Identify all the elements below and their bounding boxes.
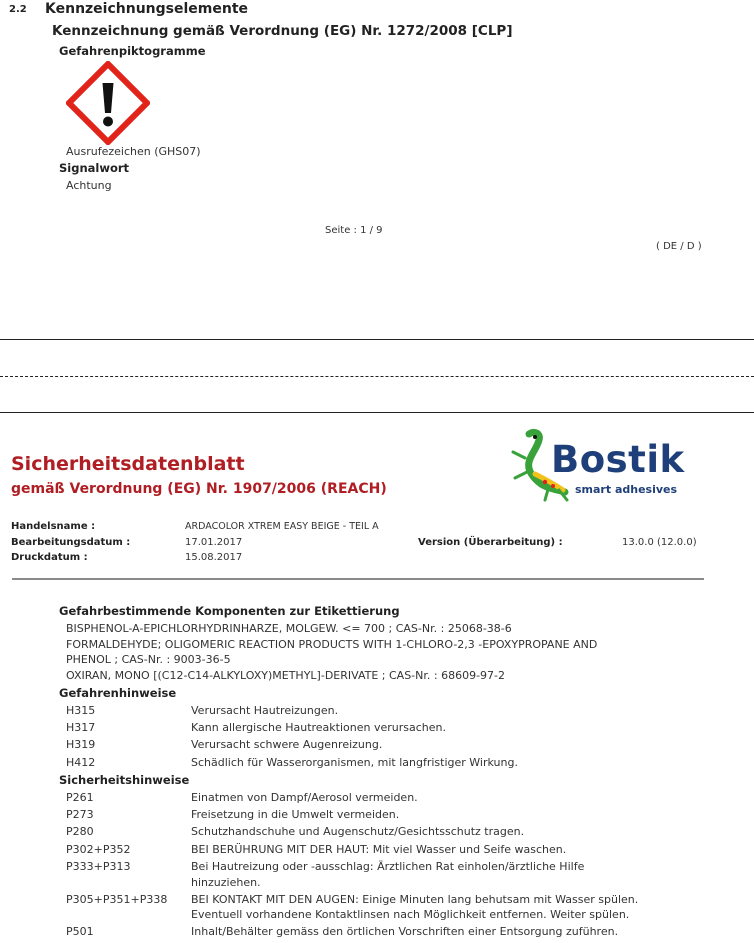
- sds-subtitle: gemäß Verordnung (EG) Nr. 1907/2006 (REACH): [11, 481, 387, 497]
- component-line: BISPHENOL-A-EPICHLORHYDRINHARZE, MOLGEW. <= 700 ; CAS-Nr. : 25068-38-6: [66, 622, 512, 635]
- logo-tagline: smart adhesives: [575, 483, 678, 496]
- logo-wordmark: Bostik: [551, 438, 685, 481]
- sds-title: Sicherheitsdatenblatt: [11, 453, 245, 475]
- locale-badge: ( DE / D ): [656, 241, 702, 252]
- precaution-code: P333+P313: [66, 860, 131, 873]
- hazard-code: H317: [66, 721, 96, 734]
- precaution-text-continued: Eventuell vorhandene Kontaktlinsen nach Möglichkeit entfernen. Weiter spülen.: [191, 908, 630, 921]
- page-break-rule-top: [0, 339, 754, 340]
- ghs07-exclamation-icon: [66, 61, 150, 145]
- hazard-code: H315: [66, 704, 96, 717]
- print-date-value: 15.08.2017: [185, 552, 243, 563]
- revision-date-label: Bearbeitungsdatum :: [11, 537, 131, 548]
- precaution-code: P305+P351+P338: [66, 893, 168, 906]
- page-break-rule-dashed: [0, 376, 754, 377]
- precaution-text: BEI BERÜHRUNG MIT DER HAUT: Mit viel Wasser und Seife waschen.: [191, 843, 567, 856]
- precaution-text: Einatmen von Dampf/Aerosol vermeiden.: [191, 791, 418, 804]
- trade-name-label: Handelsname :: [11, 521, 96, 532]
- precaution-text: Freisetzung in die Umwelt vermeiden.: [191, 808, 400, 821]
- signal-word-label: Signalwort: [59, 161, 130, 175]
- hazard-text: Kann allergische Hautreaktionen verursachen.: [191, 721, 446, 734]
- hazard-text: Verursacht schwere Augenreizung.: [191, 738, 383, 751]
- hazard-code: H412: [66, 756, 96, 769]
- header-divider: [12, 578, 704, 580]
- version-value: 13.0.0 (12.0.0): [622, 537, 697, 548]
- section-subtitle: Kennzeichnung gemäß Verordnung (EG) Nr. 1272/2008 [CLP]: [52, 23, 513, 39]
- section-title: Kennzeichnungselemente: [45, 1, 249, 17]
- precaution-text: BEI KONTAKT MIT DEN AUGEN: Einige Minuten lang behutsam mit Wasser spülen.: [191, 893, 639, 906]
- hazard-text: Schädlich für Wasserorganismen, mit langfristiger Wirkung.: [191, 756, 518, 769]
- precaution-code: P273: [66, 808, 94, 821]
- precaution-code: P280: [66, 825, 94, 838]
- precaution-text: Schutzhandschuhe und Augenschutz/Gesichtsschutz tragen.: [191, 825, 525, 838]
- page-break-rule-bottom: [0, 412, 754, 413]
- hazard-code: H319: [66, 738, 96, 751]
- precaution-label: Sicherheitshinweise: [59, 773, 190, 787]
- hazard-text: Verursacht Hautreizungen.: [191, 704, 339, 717]
- hazard-label: Gefahrenhinweise: [59, 686, 177, 700]
- pictogram-caption: Ausrufezeichen (GHS07): [66, 145, 201, 158]
- precaution-code: P302+P352: [66, 843, 131, 856]
- section-number: 2.2: [9, 4, 27, 15]
- precaution-text: Bei Hautreizung oder -ausschlag: Ärztlichen Rat einholen/ärztliche Hilfe: [191, 860, 585, 873]
- precaution-text: Inhalt/Behälter gemäss den örtlichen Vorschriften einer Entsorgung zuführen.: [191, 925, 619, 938]
- pictograms-label: Gefahrenpiktogramme: [59, 44, 206, 58]
- component-line: FORMALDEHYDE; OLIGOMERIC REACTION PRODUCTS WITH 1-CHLORO-2,3 -EPOXYPROPANE AND: [66, 638, 598, 651]
- trade-name-value: ARDACOLOR XTREM EASY BEIGE - TEIL A: [185, 521, 379, 532]
- print-date-label: Druckdatum :: [11, 552, 88, 563]
- bostik-logo: [505, 428, 705, 504]
- signal-word: Achtung: [66, 179, 112, 192]
- precaution-code: P261: [66, 791, 94, 804]
- precaution-text-continued: hinzuziehen.: [191, 876, 261, 889]
- precaution-code: P501: [66, 925, 94, 938]
- components-label: Gefahrbestimmende Komponenten zur Etikettierung: [59, 604, 400, 618]
- component-line: PHENOL ; CAS-Nr. : 9003-36-5: [66, 653, 231, 666]
- version-label: Version (Überarbeitung) :: [418, 537, 563, 548]
- component-line: OXIRAN, MONO [(C12-C14-ALKYLOXY)METHYL]-DERIVATE ; CAS-Nr. : 68609-97-2: [66, 669, 506, 682]
- page-number: Seite : 1 / 9: [325, 225, 383, 236]
- revision-date-value: 17.01.2017: [185, 537, 243, 548]
